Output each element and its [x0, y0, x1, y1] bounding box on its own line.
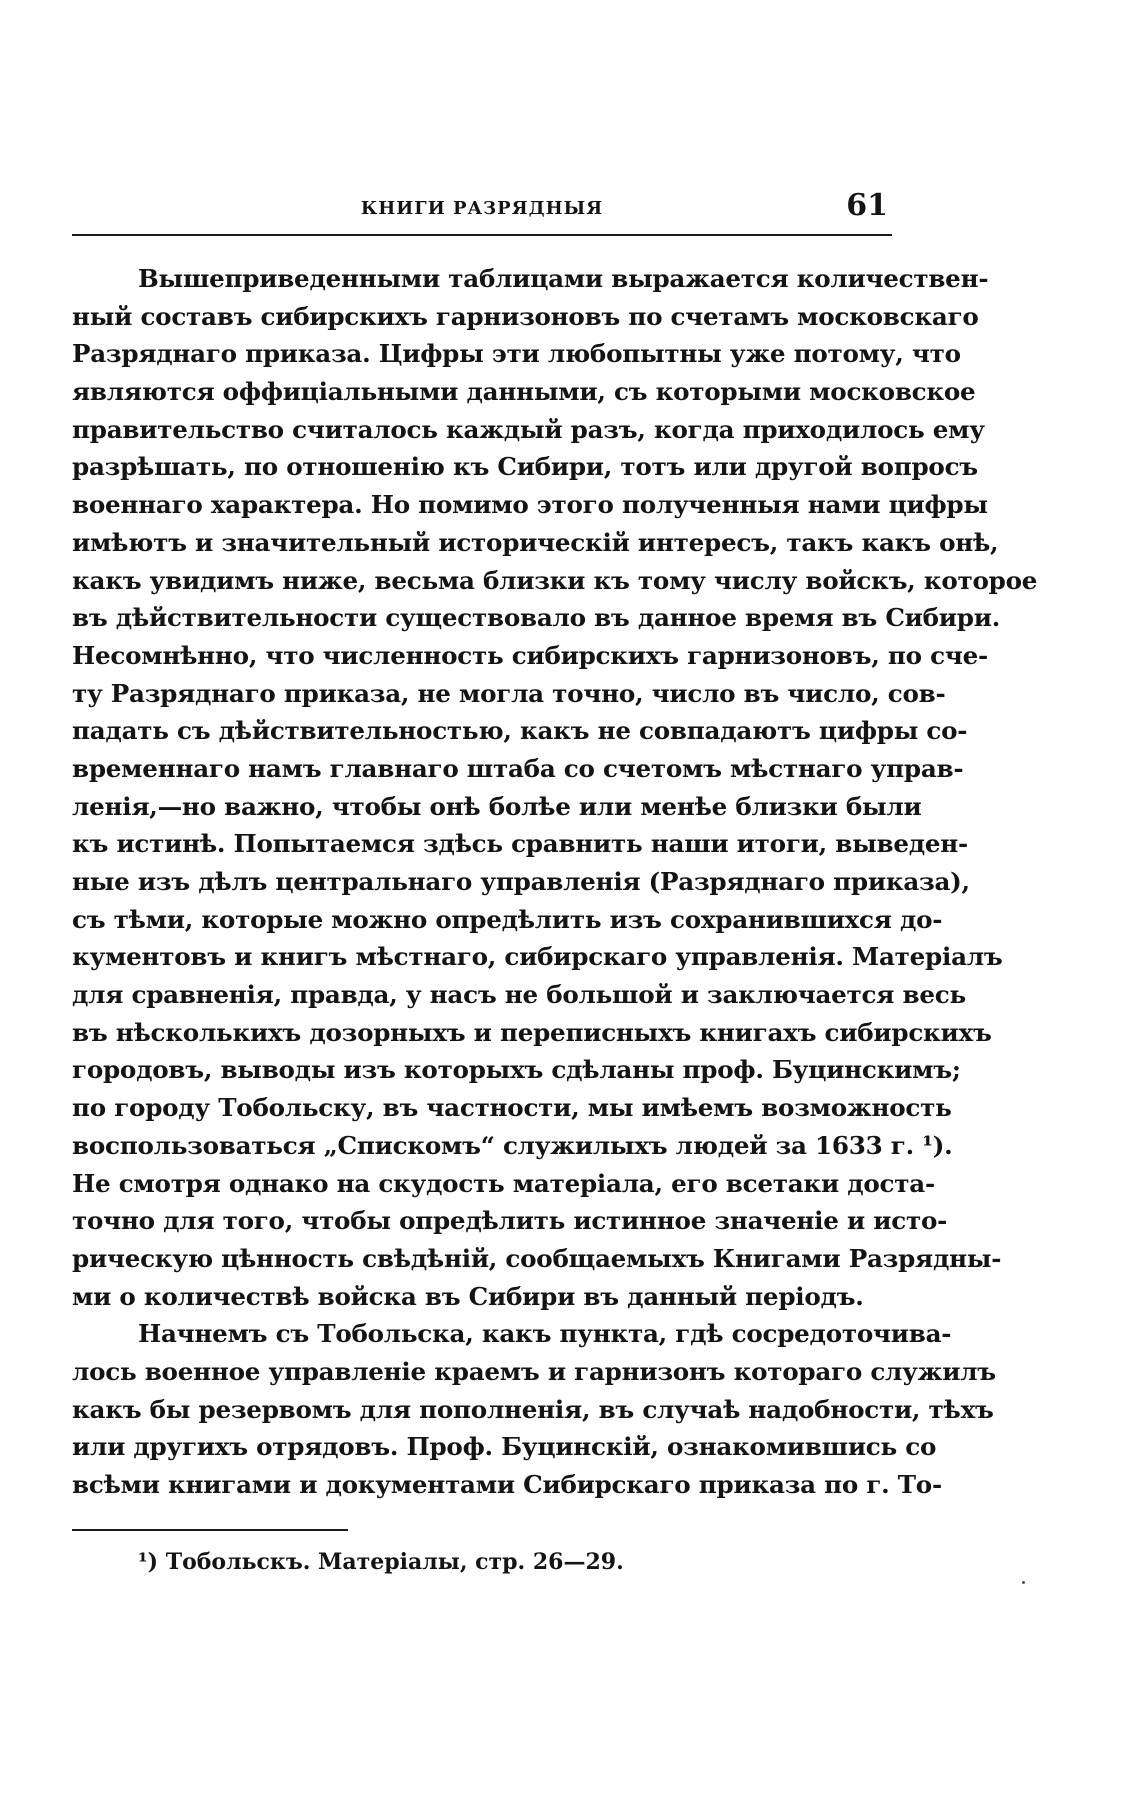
text-line: Несомнѣнно, что численность сибирскихъ гарнизоновъ, по сче-	[72, 640, 988, 670]
text-line: въ дѣйствительности существовало въ данное время въ Сибири.	[72, 603, 1001, 633]
text-line: правительство считалось каждый разъ, когда приходилось ему	[72, 414, 985, 444]
text-line: для сравненія, правда, у насъ не большой и заключается весь	[72, 980, 966, 1010]
text-line: кументовъ и книгъ мѣстнаго, сибирскаго управленія. Матеріалъ	[72, 942, 1003, 972]
page-number: 61	[846, 188, 888, 223]
text-line: являются оффиціальными данными, съ которыми московское	[72, 377, 976, 407]
footnote: ¹) Тобольскъ. Матеріалы, стр. 26—29.	[138, 1548, 624, 1575]
text-line: военнаго характера. Но помимо этого полученныя нами цифры	[72, 490, 988, 520]
text-line: разрѣшать, по отношенію къ Сибири, тотъ или другой вопросъ	[72, 452, 978, 482]
text-line: какъ увидимъ ниже, весьма близки къ тому числу войскъ, которое	[72, 565, 1038, 595]
text-line: рическую цѣнность свѣдѣній, сообщаемыхъ Книгами Разрядны-	[72, 1243, 1002, 1273]
text-line: съ тѣми, которые можно опредѣлить изъ сохранившихся до-	[72, 904, 943, 934]
text-line: ми о количествѣ войска въ Сибири въ данный періодъ.	[72, 1281, 864, 1311]
page-header	[72, 186, 892, 236]
paragraph-2	[72, 1315, 996, 1503]
text-line: Вышеприведенными таблицами выражается количествен-	[138, 264, 989, 293]
text-line: ный составъ сибирскихъ гарнизоновъ по счетамъ московскаго	[72, 301, 979, 331]
footnote-divider	[72, 1529, 348, 1531]
text-line: ные изъ дѣлъ центральнаго управленія (Разряднаго приказа),	[72, 867, 970, 896]
text-line: Начнемъ съ Тобольска, какъ пункта, гдѣ сосредоточива-	[138, 1319, 952, 1349]
text-line: временнаго намъ главнаго штаба со счетомъ мѣстнаго управ-	[72, 753, 964, 783]
text-line: въ нѣсколькихъ дозорныхъ и переписныхъ книгахъ сибирскихъ	[72, 1017, 992, 1047]
text-line: имѣютъ и значительный историческій интересъ, такъ какъ онѣ,	[72, 527, 999, 557]
body-text	[72, 260, 1038, 1504]
text-line: точно для того, чтобы опредѣлить истинное значеніе и исто-	[72, 1206, 948, 1236]
text-line: городовъ, выводы изъ которыхъ сдѣланы проф. Буцинскимъ;	[72, 1055, 961, 1085]
text-line: лось военное управленіе краемъ и гарнизонъ котораго служилъ	[72, 1356, 996, 1386]
text-line: воспользоваться „Спискомъ“ служилыхъ людей за 1633 г. ¹).	[72, 1130, 953, 1160]
text-line: ленія,—но важно, чтобы онѣ болѣе или менѣе близки были	[72, 791, 922, 821]
running-title: КНИГИ РАЗРЯДНЫЯ	[360, 198, 604, 219]
text-line: Разряднаго приказа. Цифры эти любопытны уже потому, что	[72, 339, 961, 369]
text-line: или другихъ отрядовъ. Проф. Буцинскій, ознакомившись со	[72, 1432, 937, 1462]
text-line: Не смотря однако на скудость матеріала, его всетаки доста-	[72, 1168, 935, 1198]
text-line: какъ бы резервомъ для пополненія, въ случаѣ надобности, тѣхъ	[72, 1394, 994, 1424]
text-line: по городу Тобольску, въ частности, мы имѣемъ возможность	[72, 1093, 952, 1123]
paragraph-1	[72, 260, 1038, 1315]
text-line: къ истинѣ. Попытаемся здѣсь сравнить наши итоги, выведен-	[72, 829, 968, 859]
text-line: ту Разряднаго приказа, не могла точно, число въ число, сов-	[72, 678, 946, 708]
paper-speck	[1022, 1581, 1025, 1584]
text-line: падать съ дѣйствительностью, какъ не совпадаютъ цифры со-	[72, 716, 968, 746]
book-page	[72, 186, 1038, 1575]
text-line: всѣми книгами и документами Сибирскаго приказа по г. То-	[72, 1470, 942, 1499]
